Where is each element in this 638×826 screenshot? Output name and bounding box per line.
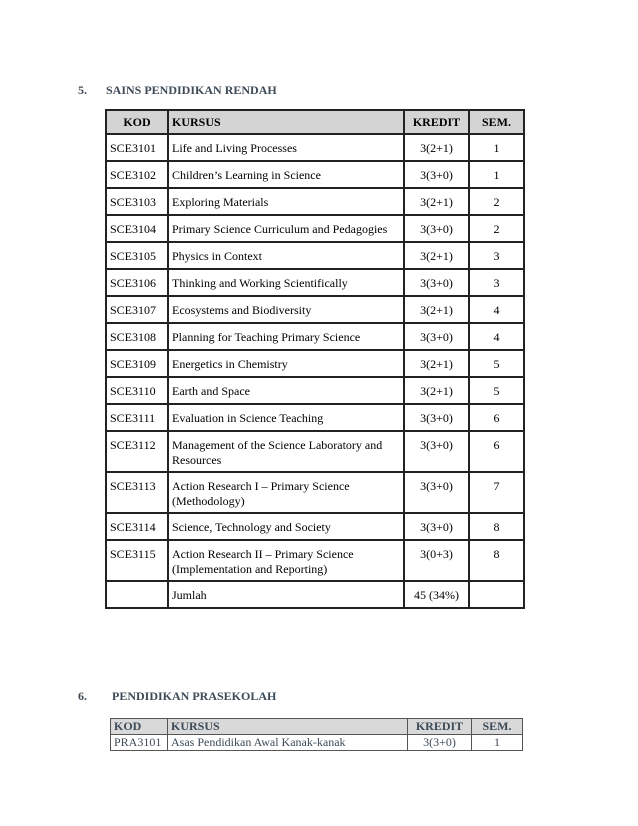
cell-kredit: 3(3+0)	[404, 513, 469, 540]
table-row	[106, 215, 524, 242]
cell-sem: 7	[469, 472, 524, 513]
header-kursus: KURSUS	[168, 110, 404, 134]
table-row	[106, 242, 524, 269]
cell-kredit: 3(3+0)	[404, 161, 469, 188]
cell-kursus-total: Jumlah	[168, 581, 404, 608]
cell-kursus: Asas Pendidikan Awal Kanak-kanak	[168, 735, 408, 751]
cell-kursus: Physics in Context	[168, 242, 404, 269]
table-row	[111, 735, 523, 751]
cell-kursus: Thinking and Working Scientifically	[168, 269, 404, 296]
section-5-title: SAINS PENDIDIKAN RENDAH	[106, 83, 277, 97]
cell-sem: 6	[469, 431, 524, 472]
cell-kod	[106, 581, 168, 608]
table-total-row	[106, 581, 524, 608]
table-row	[106, 269, 524, 296]
cell-kod: SCE3104	[106, 215, 168, 242]
cell-sem: 2	[469, 188, 524, 215]
cell-kod: SCE3108	[106, 323, 168, 350]
table-row	[106, 134, 524, 161]
table-row	[106, 404, 524, 431]
cell-kod: SCE3103	[106, 188, 168, 215]
cell-kursus: Action Research II – Primary Science (Implementation and Reporting)	[168, 540, 404, 581]
table-row	[106, 472, 524, 513]
cell-sem: 2	[469, 215, 524, 242]
header-kredit: KREDIT	[408, 719, 472, 735]
cell-kod: SCE3101	[106, 134, 168, 161]
cell-kod: SCE3107	[106, 296, 168, 323]
cell-kredit: 3(3+0)	[408, 735, 472, 751]
cell-sem: 6	[469, 404, 524, 431]
cell-kod: SCE3113	[106, 472, 168, 513]
table-header-row	[111, 719, 523, 735]
cell-sem: 3	[469, 269, 524, 296]
section-5-heading	[78, 83, 378, 99]
cell-kursus: Earth and Space	[168, 377, 404, 404]
cell-sem: 3	[469, 242, 524, 269]
cell-kursus: Children’s Learning in Science	[168, 161, 404, 188]
cell-kursus: Action Research I – Primary Science (Methodology)	[168, 472, 404, 513]
cell-kod: SCE3111	[106, 404, 168, 431]
cell-sem: 8	[469, 540, 524, 581]
table-row	[106, 513, 524, 540]
table-row	[106, 296, 524, 323]
table-row	[106, 377, 524, 404]
table-row	[106, 188, 524, 215]
cell-kredit: 3(2+1)	[404, 350, 469, 377]
cell-kursus: Management of the Science Laboratory and Resources	[168, 431, 404, 472]
cell-kod: SCE3106	[106, 269, 168, 296]
cell-kredit: 3(3+0)	[404, 323, 469, 350]
cell-kredit: 3(3+0)	[404, 472, 469, 513]
cell-sem: 5	[469, 350, 524, 377]
cell-kredit: 3(2+1)	[404, 296, 469, 323]
header-kredit: KREDIT	[404, 110, 469, 134]
cell-kredit: 3(2+1)	[404, 242, 469, 269]
table-row	[106, 161, 524, 188]
cell-kod: SCE3114	[106, 513, 168, 540]
cell-sem: 5	[469, 377, 524, 404]
cell-kursus: Energetics in Chemistry	[168, 350, 404, 377]
cell-kod: SCE3112	[106, 431, 168, 472]
cell-kod: SCE3105	[106, 242, 168, 269]
cell-kredit: 3(3+0)	[404, 431, 469, 472]
cell-kredit: 3(2+1)	[404, 377, 469, 404]
cell-sem	[469, 581, 524, 608]
header-kod: KOD	[111, 719, 168, 735]
cell-kredit: 3(0+3)	[404, 540, 469, 581]
section-5-number: 5.	[78, 83, 87, 97]
cell-kod: PRA3101	[111, 735, 168, 751]
cell-kursus: Ecosystems and Biodiversity	[168, 296, 404, 323]
cell-sem: 4	[469, 323, 524, 350]
cell-kod: SCE3115	[106, 540, 168, 581]
cell-kursus: Life and Living Processes	[168, 134, 404, 161]
cell-kredit: 3(2+1)	[404, 188, 469, 215]
cell-sem: 1	[469, 161, 524, 188]
cell-kod: SCE3110	[106, 377, 168, 404]
section-6-number: 6.	[78, 689, 87, 703]
cell-kursus: Science, Technology and Society	[168, 513, 404, 540]
header-kod: KOD	[106, 110, 168, 134]
cell-kursus: Planning for Teaching Primary Science	[168, 323, 404, 350]
cell-kredit: 3(3+0)	[404, 269, 469, 296]
header-sem: SEM.	[469, 110, 524, 134]
cell-sem: 1	[469, 134, 524, 161]
section-6-heading	[78, 689, 378, 705]
cell-kursus: Primary Science Curriculum and Pedagogies	[168, 215, 404, 242]
table-row	[106, 323, 524, 350]
cell-kursus: Evaluation in Science Teaching	[168, 404, 404, 431]
cell-kredit: 3(3+0)	[404, 404, 469, 431]
cell-kod: SCE3109	[106, 350, 168, 377]
table-row	[106, 540, 524, 581]
cell-kod: SCE3102	[106, 161, 168, 188]
cell-sem: 1	[472, 735, 523, 751]
section-6-title: PENDIDIKAN PRASEKOLAH	[112, 689, 277, 703]
table-row	[106, 350, 524, 377]
course-table-sains	[105, 109, 525, 609]
header-kursus: KURSUS	[168, 719, 408, 735]
cell-sem: 4	[469, 296, 524, 323]
cell-kursus: Exploring Materials	[168, 188, 404, 215]
course-table-prasekolah	[110, 718, 523, 751]
cell-kredit: 3(3+0)	[404, 215, 469, 242]
cell-kredit-total: 45 (34%)	[404, 581, 469, 608]
header-sem: SEM.	[472, 719, 523, 735]
table-header-row	[106, 110, 524, 134]
table-row	[106, 431, 524, 472]
cell-kredit: 3(2+1)	[404, 134, 469, 161]
cell-sem: 8	[469, 513, 524, 540]
